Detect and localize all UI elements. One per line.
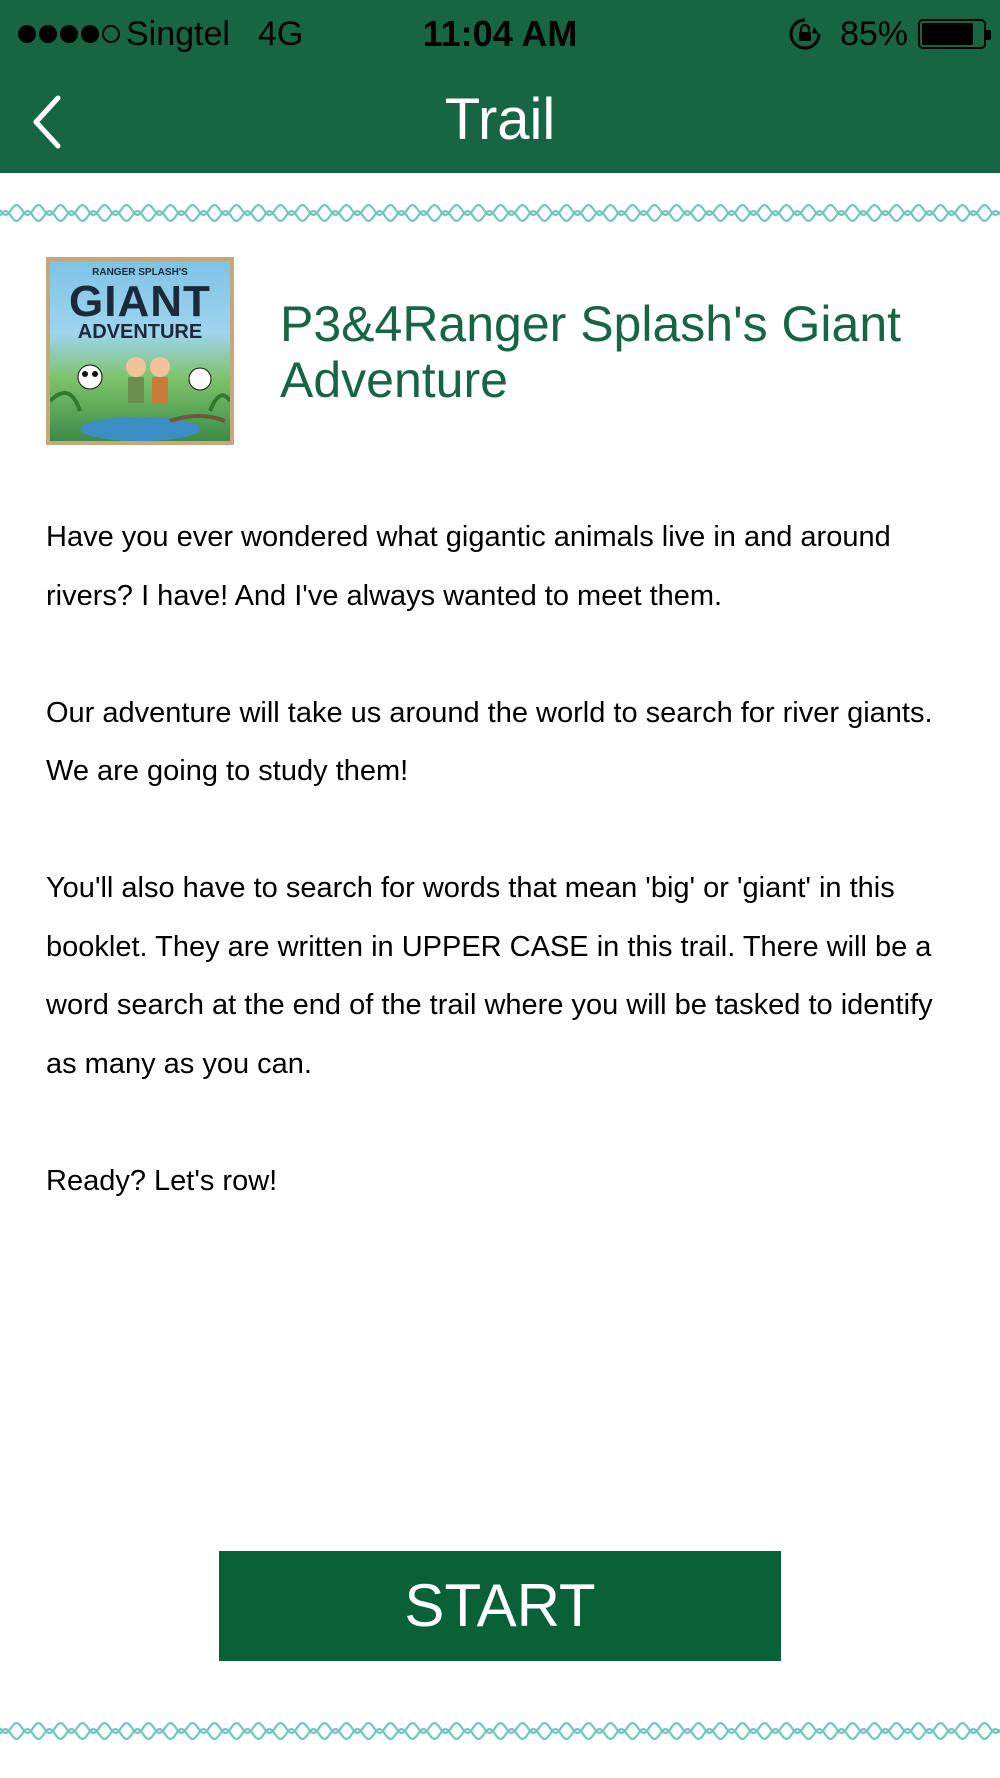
- carrier-name: Singtel: [126, 14, 230, 53]
- nav-bar: [0, 68, 1000, 173]
- cover-illustration: [50, 341, 230, 441]
- app-header: [0, 0, 1000, 173]
- cover-title-adventure: ADVENTURE: [77, 321, 203, 343]
- battery-icon: [918, 19, 986, 49]
- status-bar: [0, 0, 1000, 68]
- description-paragraph: Have you ever wondered what gigantic animals live in and around rivers? I have! And I've always wanted to meet them.: [46, 521, 891, 612]
- status-time: 11:04 AM: [422, 13, 578, 54]
- rotation-lock-icon: [788, 17, 822, 51]
- start-button[interactable]: START: [219, 1551, 781, 1661]
- battery-fill: [922, 23, 973, 45]
- cover-title-giant: GIANT: [69, 277, 211, 326]
- battery-percent: 85%: [839, 14, 908, 53]
- description-paragraph: You'll also have to search for words that mean 'big' or 'giant' in this booklet. They are written in UPPER CASE in this trail. There will be a word search at the end of the trail where you will be tasked to identify as many as you can.: [46, 872, 933, 1080]
- description-paragraph: Our adventure will take us around the world to search for river giants. We are going to study them!: [46, 696, 933, 787]
- trail-cover-image: [46, 257, 234, 445]
- page-title: Trail: [444, 87, 556, 152]
- status-right: [788, 12, 986, 56]
- wave-divider-top: [0, 200, 1000, 226]
- battery-tip: [986, 30, 991, 40]
- description-paragraph: Ready? Let's row!: [46, 1164, 278, 1197]
- wave-divider-bottom: [0, 1718, 1000, 1744]
- trail-description: [46, 508, 966, 1269]
- cover-brand-text: RANGER SPLASH'S: [92, 267, 188, 278]
- network-type: 4G: [257, 14, 304, 53]
- trail-title: P3&4Ranger Splash's Giant Adventure: [280, 296, 902, 408]
